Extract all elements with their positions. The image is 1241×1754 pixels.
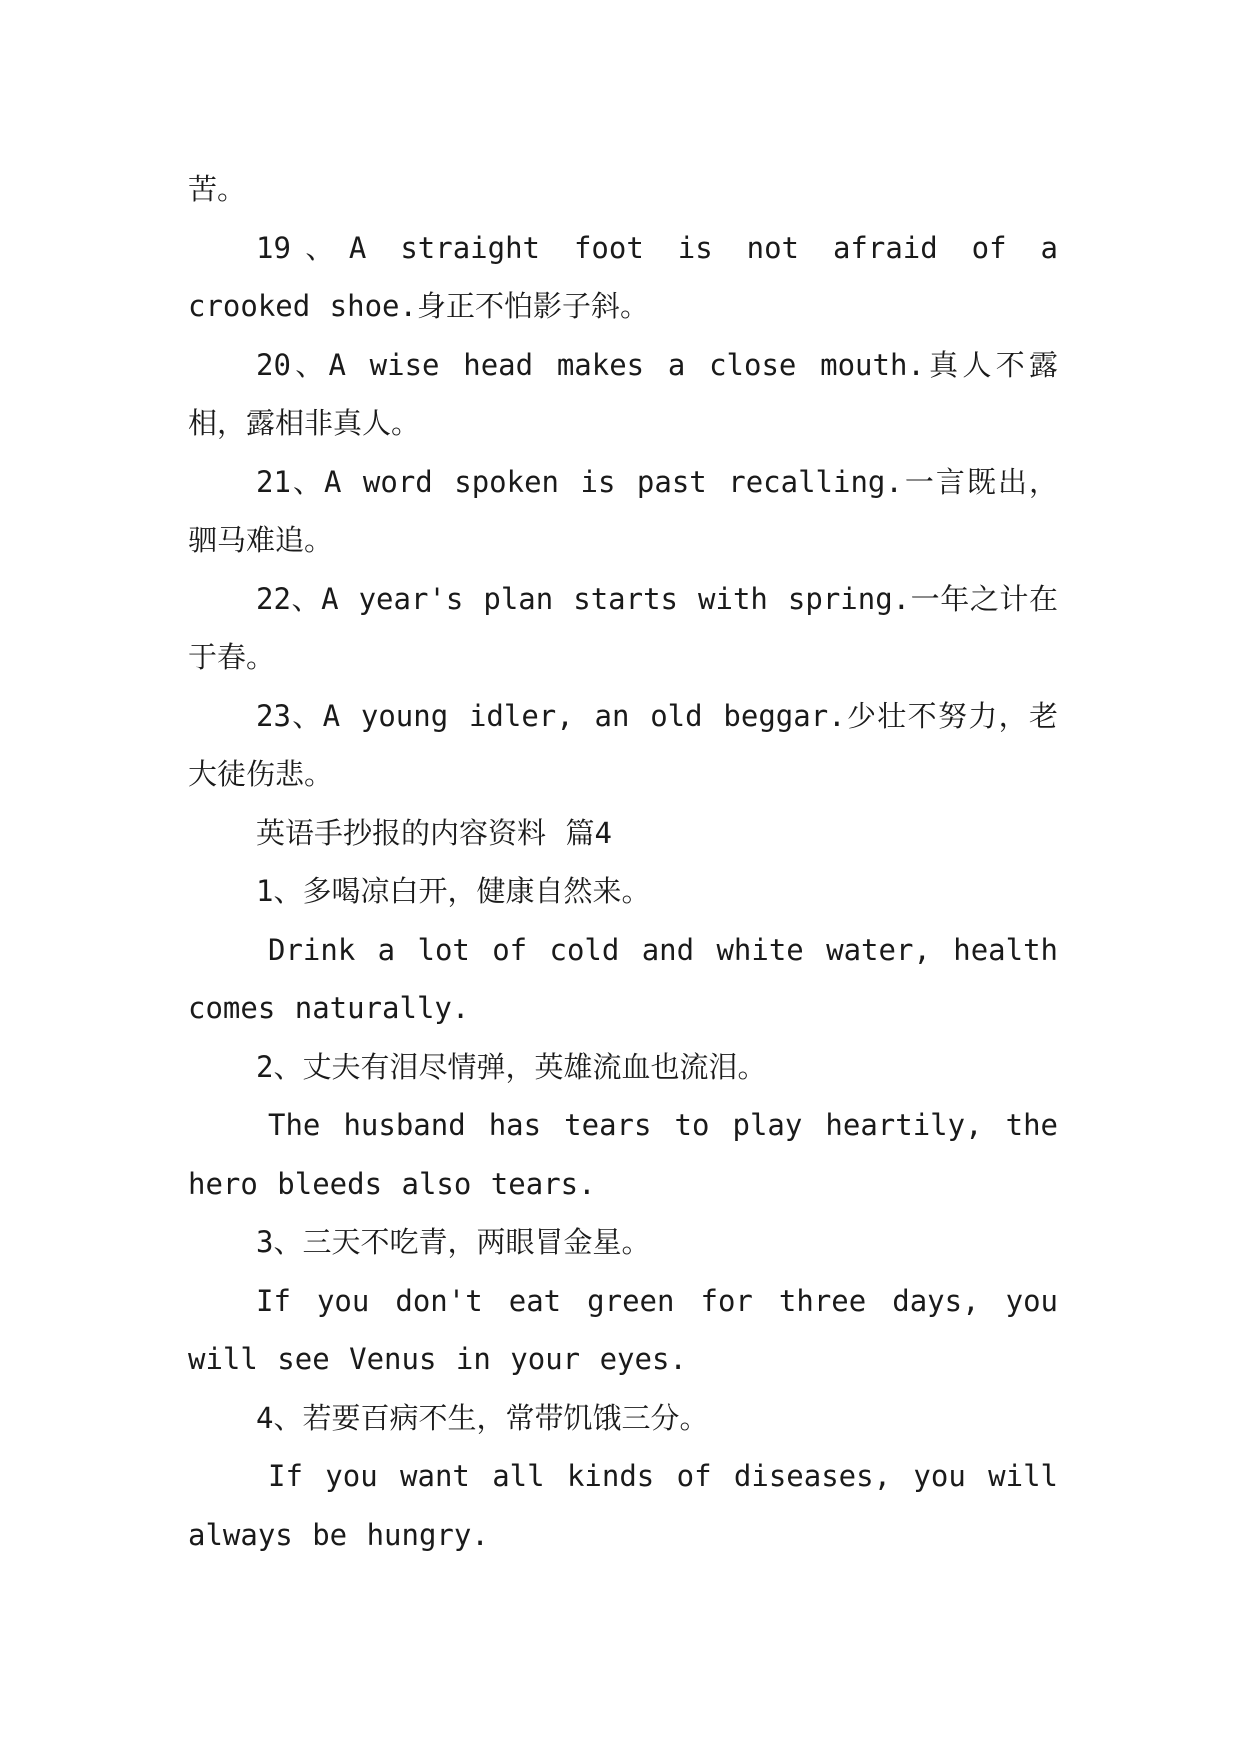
proverb-19: 19、A straight foot is not afraid of a crooked shoe.身正不怕影子斜。 (188, 230, 1058, 323)
tip-1-chinese: 1、多喝凉白开，健康自然来。 (256, 874, 651, 908)
proverb-21: 21、A word spoken is past recalling.一言既出，驷马难追。 (188, 464, 1058, 557)
tip-3-english: If you don't eat green for three days, you will see Venus in your eyes. (188, 1283, 1058, 1376)
tip-3-chinese: 3、三天不吃青，两眼冒金星。 (256, 1225, 651, 1259)
proverb-23: 23、A young idler, an old beggar.少壮不努力，老大徒伤悲。 (188, 698, 1058, 791)
tip-4-chinese: 4、若要百病不生，常带饥饿三分。 (256, 1400, 709, 1435)
tip-1-english: Drink a lot of cold and white water, health comes naturally. (188, 932, 1058, 1025)
proverb-20: 20、A wise head makes a close mouth.真人不露相，露相非真人。 (188, 347, 1058, 440)
tip-2-english: The husband has tears to play heartily, the hero bleeds also tears. (188, 1108, 1058, 1201)
tip-2-chinese: 2、丈夫有泪尽情弹，英雄流血也流泪。 (256, 1049, 767, 1084)
document-body (188, 160, 1058, 1564)
paragraph-continuation: 苦。 (188, 172, 247, 206)
proverb-22: 22、A year's plan starts with spring.一年之计在于春。 (188, 581, 1058, 674)
tip-4-english: If you want all kinds of diseases, you will always be hungry. (188, 1459, 1058, 1552)
section-heading: 英语手抄报的内容资料 篇4 (256, 815, 612, 850)
